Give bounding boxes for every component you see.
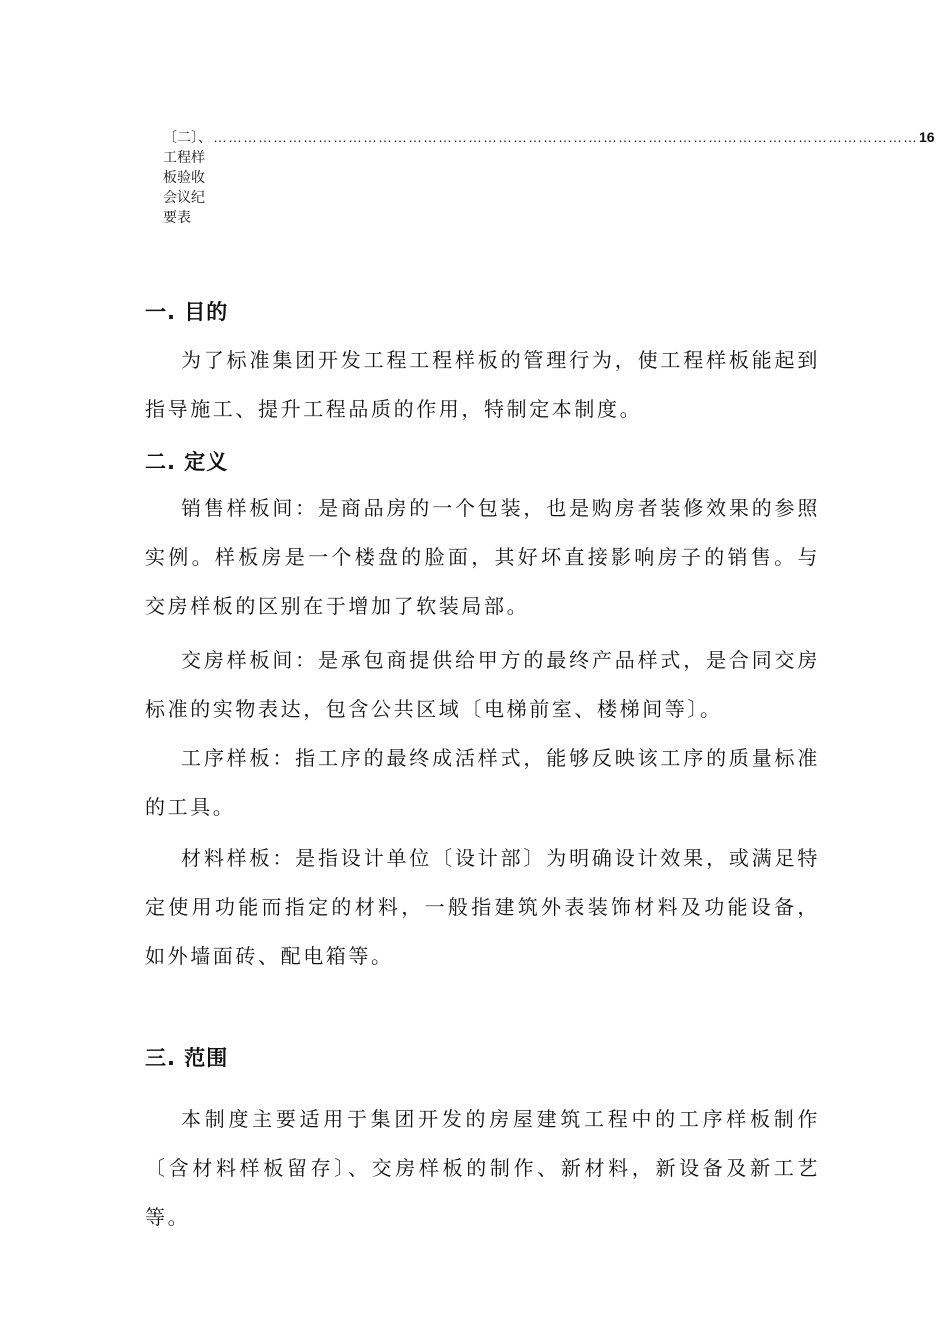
paragraph-definition-sales-model: 销售样板间：是商品房的一个包装，也是购房者装修效果的参照实例。样板房是一个楼盘的脸面，其好坏直接影响房子的销售。与交房样板的区别在于增加了软装局部。: [145, 496, 820, 618]
paragraph-definition-delivery-model: 交房样板间：是承包商提供给甲方的最终产品样式，是合同交房标准的实物表达，包含公共区域〔电梯前室、楼梯间等〕。: [145, 648, 820, 721]
toc-page-number: 16: [919, 129, 935, 145]
toc-entry-text: 〔二〕、工程样板验收会议纪要表: [163, 129, 212, 225]
section-heading-definition: 二. 定义: [145, 450, 229, 474]
paragraph-scope: 本制度主要适用于集团开发的房屋建筑工程中的工序样板制作〔含材料样板留存〕、交房样板的制作、新材料，新设备及新工艺等。: [145, 1107, 820, 1229]
paragraph-definition-process-sample: 工序样板：指工序的最终成活样式，能够反映该工序的质量标准的工具。: [145, 746, 820, 819]
section-heading-purpose: 一. 目的: [145, 300, 229, 324]
section-heading-scope: 三. 范围: [145, 1046, 229, 1070]
paragraph-purpose: 为了标准集团开发工程工程样板的管理行为，使工程样板能起到指导施工、提升工程品质的作用，特制定本制度。: [145, 348, 820, 421]
toc-leader-dots: ……………………………………………………………………………………………………………………………: [213, 129, 918, 145]
toc-entry[interactable]: [163, 127, 935, 227]
paragraph-definition-material-sample: 材料样板：是指设计单位〔设计部〕为明确设计效果，或满足特定使用功能而指定的材料，一般指建筑外表装饰材料及功能设备，如外墙面砖、配电箱等。: [145, 846, 820, 968]
